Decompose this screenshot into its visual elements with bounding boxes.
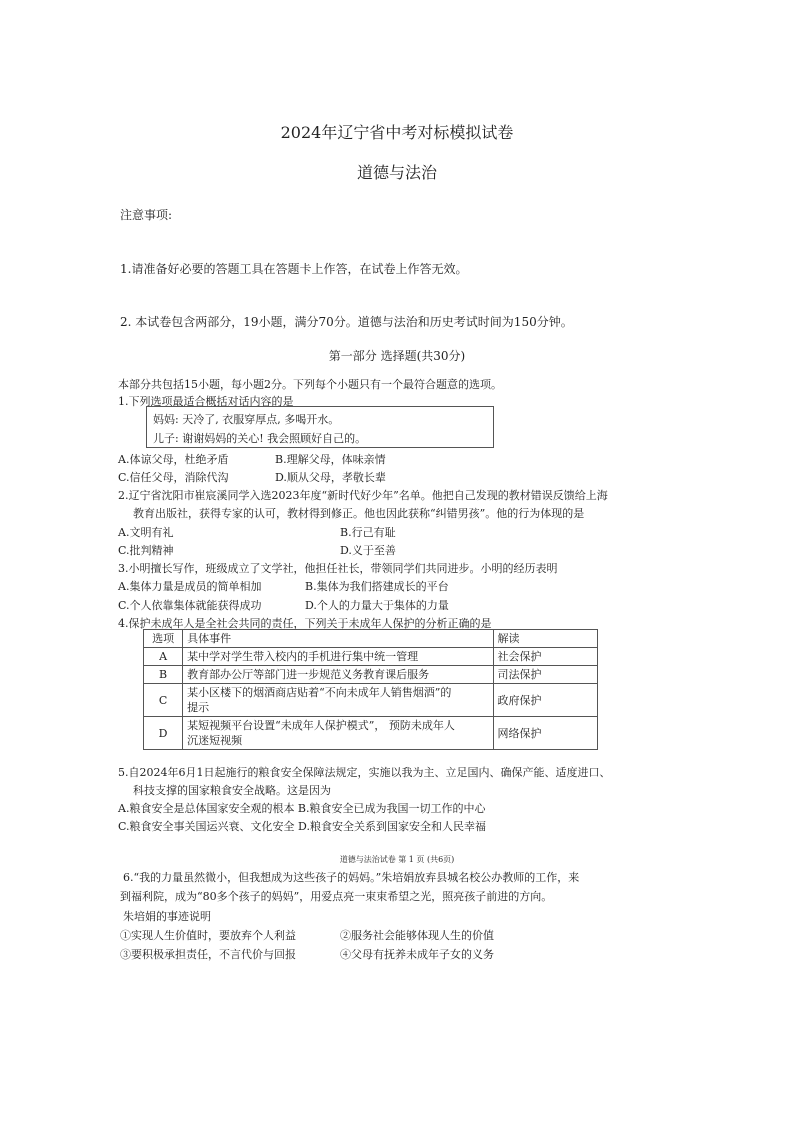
table-row xyxy=(144,717,598,750)
q6-stem-line1: 6.“我的力量虽然微小，但我想成为这些孩子的妈妈。”朱培娟放弃县城名校公办教师的工作，来 xyxy=(123,871,580,884)
q5-options-cd: C.粮食安全事关国运兴衰、文化安全 D.粮食安全关系到国家安全和人民幸福 xyxy=(118,820,486,833)
q6-option-2: ②服务社会能够体现人生的价值 xyxy=(340,929,494,942)
q1-dialogue-mother: 妈妈: 天冷了, 衣服穿厚点, 多喝开水。 xyxy=(153,413,340,426)
notice-item-2: 2. 本试卷包含两部分，19小题，满分70分。道德与法治和历史考试时间为150分钟。 xyxy=(120,315,573,329)
q5-stem-line2: 科技支撑的国家粮食安全战略。这是因为 xyxy=(133,784,331,797)
q1-stem: 1.下列选项最适合概括对话内容的是 xyxy=(118,395,294,408)
q3-option-c: C.个人依靠集体就能获得成功 xyxy=(118,599,262,612)
q1-dialogue-box xyxy=(146,406,494,448)
table-cell-event-line2: 提示 xyxy=(187,701,210,714)
q6-option-3: ③要积极承担责任，不言代价与回报 xyxy=(120,948,296,961)
q1-dialogue-son: 儿子: 谢谢妈妈的关心! 我会照顾好自己的。 xyxy=(153,432,367,445)
q1-option-b: B.理解父母，体味亲情 xyxy=(275,453,386,466)
table-header-option: 选项 xyxy=(144,630,183,648)
q4-table xyxy=(143,629,598,750)
page-footer: 道德与法治试卷 第 1 页 (共6页) xyxy=(339,855,455,864)
q3-option-a: A.集体力量是成员的简单相加 xyxy=(118,580,262,593)
notice-item-1: 1.请准备好必要的答题工具在答题卡上作答，在试卷上作答无效。 xyxy=(120,262,468,276)
q6-stem-line2: 到福利院，成为“80多个孩子的妈妈”，用爱点亮一束束希望之光，照亮孩子前进的方向。 xyxy=(120,890,553,903)
q2-option-d: D.义于至善 xyxy=(340,544,396,557)
table-cell-option: D xyxy=(144,717,183,750)
q4-stem: 4.保护未成年人是全社会共同的责任，下列关于未成年人保护的分析正确的是 xyxy=(118,617,492,630)
table-header-reading: 解读 xyxy=(493,630,597,648)
table-cell-event-line2: 沉迷短视频 xyxy=(187,734,243,747)
table-cell-event xyxy=(183,684,493,717)
q3-option-d: D.个人的力量大于集体的力量 xyxy=(305,599,449,612)
q2-option-a: A.文明有礼 xyxy=(118,526,174,539)
table-cell-option: C xyxy=(144,684,183,717)
q1-option-a: A.体谅父母，杜绝矛盾 xyxy=(118,453,229,466)
table-cell-event-line1: 某短视频平台设置“未成年人保护模式”， 预防未成年人 xyxy=(187,719,455,732)
q6-stem-line3: 朱培娟的事迹说明 xyxy=(123,910,211,923)
q1-option-d: D.顺从父母，孝敬长辈 xyxy=(275,471,386,484)
exam-title: 2024年辽宁省中考对标模拟试卷 xyxy=(280,123,514,142)
table-cell-event-line1: 某小区楼下的烟酒商店贴着“不向未成年人销售烟酒”的 xyxy=(187,686,452,699)
q2-stem-line2: 教育出版社，获得专家的认可，教材得到修正。他也因此获称“纠错男孩”。他的行为体现的是 xyxy=(133,507,585,520)
table-cell-reading: 社会保护 xyxy=(493,648,597,666)
table-cell-reading: 司法保护 xyxy=(493,666,597,684)
q5-stem-line1: 5.自2024年6月1日起施行的粮食安全保障法规定，实施以我为主、立足国内、确保产能、适度进口、 xyxy=(118,766,611,779)
table-row xyxy=(144,684,598,717)
part1-heading: 第一部分 选择题(共30分) xyxy=(328,349,466,363)
table-cell-option: A xyxy=(144,648,183,666)
q5-options-ab: A.粮食安全是总体国家安全观的根本 B.粮食安全已成为我国一切工作的中心 xyxy=(118,802,486,815)
q6-option-4: ④父母有抚养未成年子女的义务 xyxy=(340,948,494,961)
table-header-event: 具体事件 xyxy=(183,630,493,648)
q2-stem-line1: 2.辽宁省沈阳市崔宸溪同学入选2023年度“新时代好少年”名单。他把自己发现的教材错误反馈给上海 xyxy=(118,489,608,502)
notice-heading: 注意事项: xyxy=(120,208,173,222)
table-cell-reading: 网络保护 xyxy=(493,717,597,750)
q3-option-b: B.集体为我们搭建成长的平台 xyxy=(305,580,449,593)
table-cell-event xyxy=(183,717,493,750)
subject-title: 道德与法治 xyxy=(356,163,437,182)
q2-option-b: B.行己有耻 xyxy=(340,526,396,539)
table-cell-event: 教育部办公厅等部门进一步规范义务教育课后服务 xyxy=(183,666,493,684)
part1-intro: 本部分共包括15小题，每小题2分。下列每个小题只有一个最符合题意的选项。 xyxy=(118,378,502,391)
table-cell-event: 某中学对学生带入校内的手机进行集中统一管理 xyxy=(183,648,493,666)
table-row xyxy=(144,666,598,684)
table-header-row xyxy=(144,630,598,648)
table-cell-option: B xyxy=(144,666,183,684)
q2-option-c: C.批判精神 xyxy=(118,544,174,557)
q3-stem: 3.小明擅长写作，班级成立了文学社，他担任社长，带领同学们共同进步。小明的经历表明 xyxy=(118,562,558,575)
table-cell-reading: 政府保护 xyxy=(493,684,597,717)
table-row xyxy=(144,648,598,666)
q1-option-c: C.信任父母，消除代沟 xyxy=(118,471,229,484)
q6-option-1: ①实现人生价值时，要放弃个人利益 xyxy=(120,929,296,942)
